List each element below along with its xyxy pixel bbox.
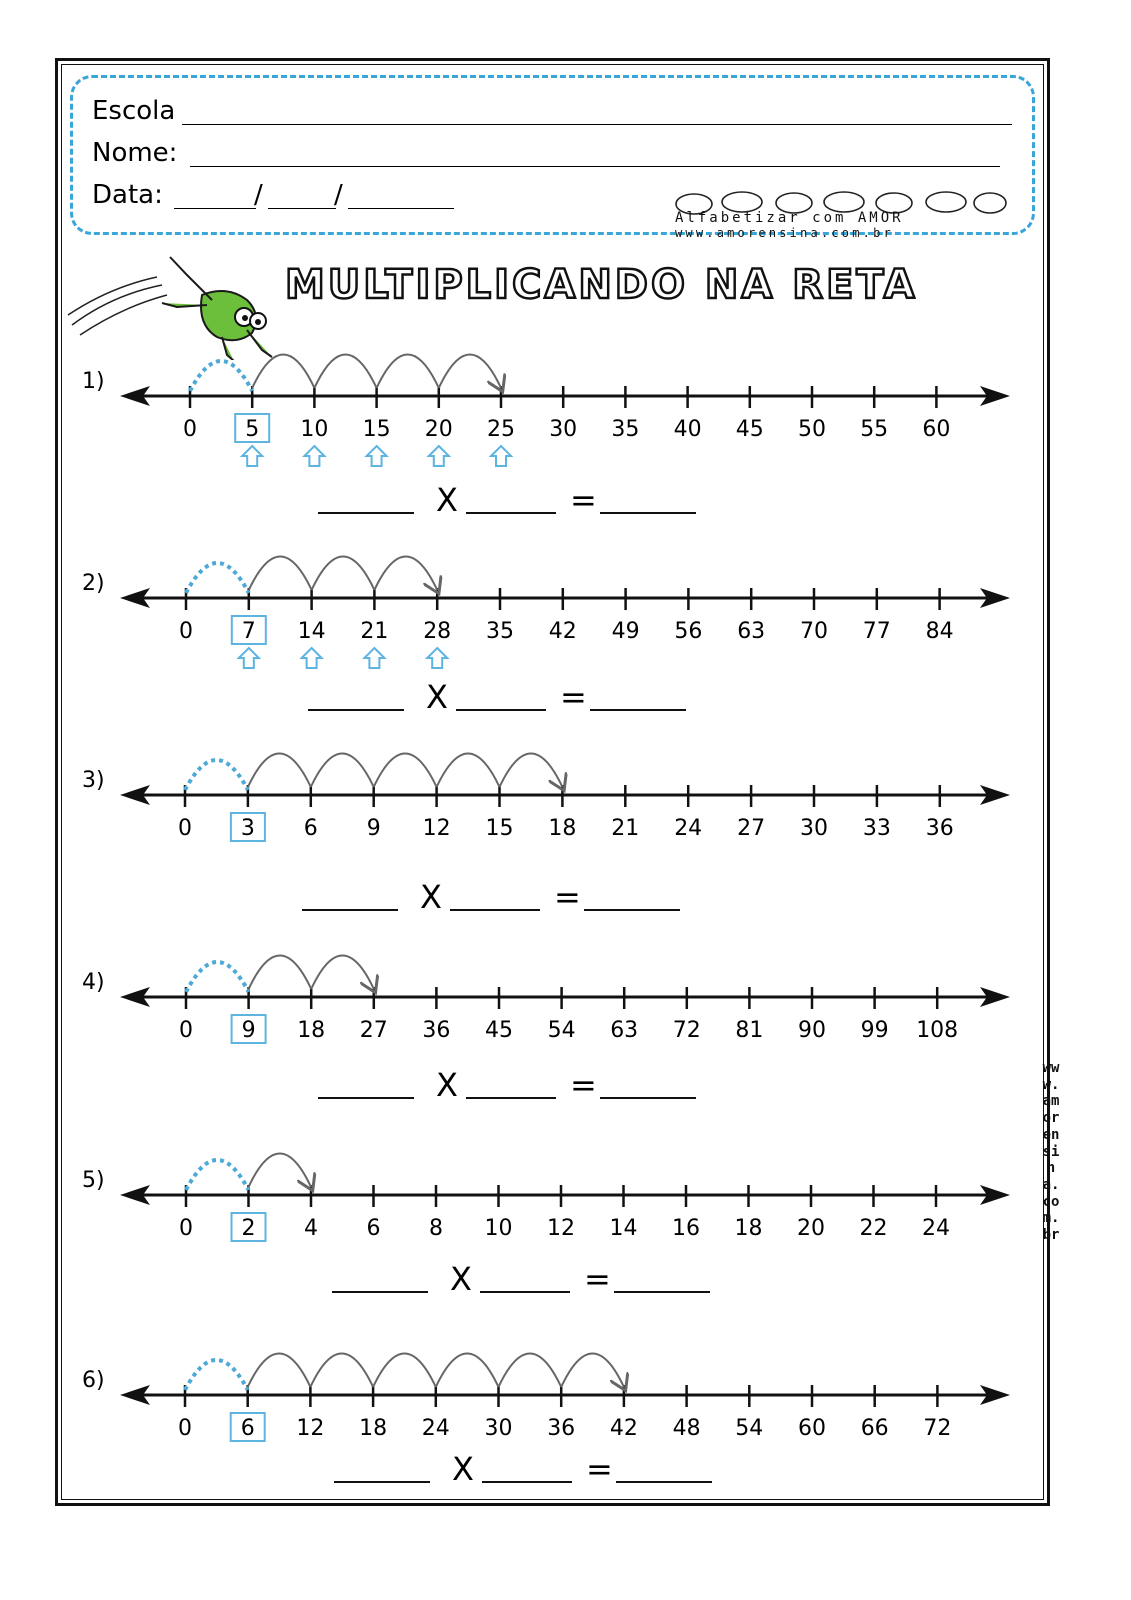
tick-label: 36 [547,1416,576,1441]
hop-arc [561,1354,624,1388]
tick-label: 18 [548,816,577,841]
tick-label: 48 [672,1416,701,1441]
tick-label: 50 [798,417,826,442]
tick-label: 12 [547,1216,575,1241]
equals-sign: = [570,481,597,519]
tick-label: 33 [862,816,891,841]
tick-label: 45 [485,1018,513,1043]
equals-sign: = [586,1450,613,1488]
tick-label: 25 [487,417,515,442]
tick-label: 30 [484,1416,513,1441]
hop-arc [314,355,376,389]
tick-label: 18 [297,1018,326,1043]
tick-label: 36 [925,816,954,841]
tick-label: 6 [366,1216,381,1241]
up-arrow-icon [367,446,387,466]
tick-label: 4 [304,1216,318,1241]
tick-label: 27 [359,1018,388,1043]
tick-label: 8 [429,1216,443,1241]
exercise-label-5: 5) [82,1168,105,1193]
up-arrow-icon [429,446,449,466]
hop-arc [374,557,437,591]
hop-arc [311,754,374,788]
tick-label: 16 [672,1216,700,1241]
times-sign: X [452,1450,474,1488]
tick-label: 63 [737,619,766,644]
times-sign: X [420,878,442,916]
up-arrow-icon [364,648,384,668]
tick-label: 0 [179,1018,193,1043]
tick-label: 54 [735,1416,764,1441]
up-arrow-icon [304,446,324,466]
tick-label: 10 [484,1216,513,1241]
tick-label: 7 [241,619,256,644]
hop-arc [311,956,374,990]
hop-arc [312,557,375,591]
tick-label: 0 [179,1216,193,1241]
dotted-hop [185,760,248,790]
date-label: Data: [92,180,163,210]
tick-label: 108 [916,1018,959,1043]
tick-label: 2 [241,1216,256,1241]
tick-label: 77 [862,619,891,644]
hop-arc [252,355,314,389]
tick-label: 9 [241,1018,256,1043]
side-url: www.amorensina.com.br [1042,1060,1060,1244]
hop-arc [374,754,437,788]
tick-label: 35 [486,619,514,644]
tick-label: 60 [798,1416,826,1441]
tick-label: 18 [734,1216,763,1241]
tick-label: 9 [366,816,381,841]
tick-label: 81 [735,1018,764,1043]
worksheet-title: MULTIPLICANDO NA RETA [285,262,918,308]
tick-label: 27 [737,816,766,841]
tick-label: 72 [672,1018,701,1043]
tick-label: 12 [296,1416,325,1441]
tick-label: 42 [609,1416,638,1441]
tick-label: 20 [424,417,453,442]
dotted-hop [190,361,252,391]
tick-label: 42 [548,619,577,644]
tick-label: 15 [362,417,391,442]
tick-label: 99 [860,1018,889,1043]
tick-label: 21 [611,816,640,841]
tick-label: 0 [178,816,192,841]
hop-arc [499,1354,562,1388]
hop-arc [249,1154,312,1188]
dotted-hop [186,962,249,992]
tick-label: 30 [800,816,828,841]
tick-label: 15 [485,816,514,841]
tick-label: 24 [674,816,703,841]
hop-arc [249,956,312,990]
tick-label: 72 [923,1416,952,1441]
tick-label: 3 [240,816,255,841]
tick-label: 55 [860,417,889,442]
tick-label: 49 [611,619,640,644]
tick-label: 28 [423,619,452,644]
tick-label: 35 [611,417,640,442]
tick-label: 22 [859,1216,888,1241]
tick-label: 6 [303,816,318,841]
logo-caption: Alfabetizar com AMOR [675,210,904,226]
times-sign: X [426,678,448,716]
tick-label: 0 [183,417,197,442]
hop-arc [437,754,500,788]
tick-label: 40 [673,417,702,442]
tick-label: 66 [860,1416,889,1441]
tick-label: 0 [179,619,193,644]
tick-label: 21 [360,619,389,644]
tick-label: 70 [800,619,828,644]
times-sign: X [450,1260,472,1298]
tick-label: 0 [178,1416,192,1441]
up-arrow-icon [242,446,262,466]
tick-label: 56 [674,619,703,644]
tick-label: 45 [735,417,764,442]
hop-arc [248,1354,311,1388]
exercise-label-3: 3) [82,768,105,793]
tick-label: 18 [359,1416,388,1441]
school-label: Escola [92,96,176,126]
tick-label: 24 [421,1416,450,1441]
dotted-hop [186,563,249,593]
hop-arc [248,754,311,788]
dotted-hop [185,1360,248,1390]
dotted-hop [186,1160,249,1190]
tick-label: 12 [422,816,451,841]
equals-sign: = [560,678,587,716]
hop-arc [436,1354,499,1388]
hop-arc [377,355,439,389]
exercise-label-6: 6) [82,1368,105,1393]
hop-arc [439,355,501,389]
hop-arc [310,1354,373,1388]
equals-sign: = [554,878,581,916]
tick-label: 60 [922,417,951,442]
up-arrow-icon [491,446,511,466]
tick-label: 30 [549,417,578,442]
tick-label: 24 [922,1216,950,1241]
equals-sign: = [584,1260,611,1298]
tick-label: 63 [610,1018,639,1043]
tick-label: 6 [240,1416,255,1441]
times-sign: X [436,1066,458,1104]
tick-label: 14 [297,619,326,644]
tick-label: 10 [300,417,329,442]
tick-label: 84 [925,619,954,644]
hop-arc [373,1354,436,1388]
exercise-label-2: 2) [82,571,105,596]
tick-label: 54 [547,1018,576,1043]
tick-label: 20 [797,1216,825,1241]
tick-label: 14 [609,1216,638,1241]
hop-arc [500,754,563,788]
logo-url: www.amorensina.com.br [675,226,894,240]
up-arrow-icon [427,648,447,668]
tick-label: 90 [798,1018,826,1043]
tick-label: 36 [422,1018,451,1043]
equals-sign: = [570,1066,597,1104]
up-arrow-icon [239,648,259,668]
hop-arc [249,557,312,591]
exercise-label-1: 1) [82,369,105,394]
date-sep-2: / [334,180,343,210]
date-sep-1: / [254,180,263,210]
exercise-label-4: 4) [82,970,105,995]
tick-label: 5 [245,417,260,442]
name-label: Nome: [92,138,178,168]
times-sign: X [436,481,458,519]
up-arrow-icon [302,648,322,668]
